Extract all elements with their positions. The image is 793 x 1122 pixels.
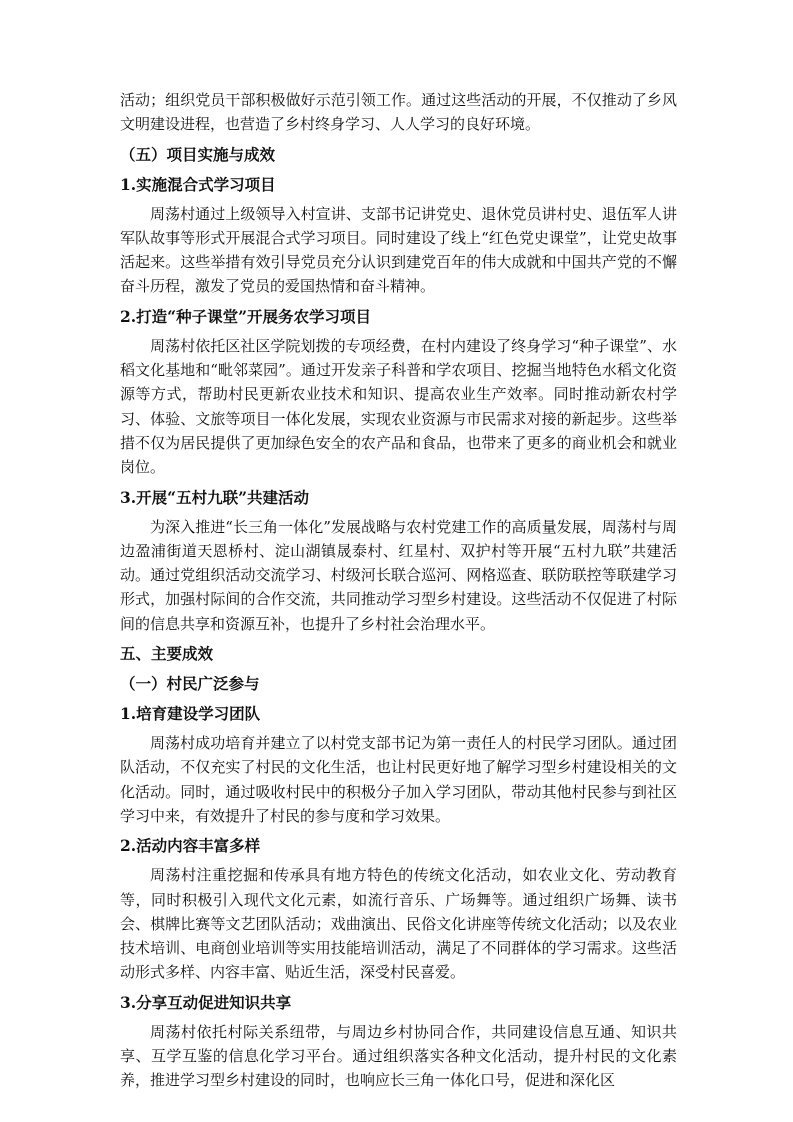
item-2-paragraph: 周荡村注重挖掘和传承具有地方特色的传统文化活动，如农业文化、劳动教育等，同时积极引入现代文化元素，如流行音乐、广场舞等。通过组织广场舞、读书会、棋牌比赛等文艺团队活动；戏曲演出、民俗文化讲座等传统文化活动；以及农业技术培训、电商创业培训等实用技能培训活动，满足了不同群体的学习需求。这些活动形式多样、内容丰富、贴近生活，深受村民喜爱。 bbox=[120, 866, 677, 982]
subsection-5-3-heading: 3.开展“五村九联”共建活动 bbox=[120, 487, 310, 507]
subsection-5-3-paragraph: 为深入推进“长三角一体化”发展战略与农村党建工作的高质量发展，周荡村与周边盈浦街道天恩桥村、淀山湖镇晟泰村、红星村、双护村等开展“五村九联”共建活动。通过党组织活动交流学习、村级河长联合巡河、网格巡查、联防联控等联建学习形式，加强村际间的合作交流，共同推动学习型乡村建设。这些活动不仅促进了村际间的信息共享和资源互补，也提升了乡村社会治理水平。 bbox=[120, 517, 677, 633]
item-1-paragraph: 周荡村成功培育并建立了以村党支部书记为第一责任人的村民学习团队。通过团队活动，不仅充实了村民的文化生活，也让村民更好地了解学习型乡村建设相关的文化活动。同时，通过吸收村民中的积极分子加入学习团队，带动其他村民参与到社区学习中来，有效提升了村民的参与度和学习效果。 bbox=[120, 734, 677, 825]
section-5-heading: （五）项目实施与成效 bbox=[120, 144, 276, 164]
subsection-5-2-paragraph: 周荡村依托区社区学院划拨的专项经费，在村内建设了终身学习“种子课堂”、水稻文化基地和“毗邻菜园”。通过开发亲子科普和学农项目、挖掘当地特色水稻文化资源等方式，帮助村民更新农业技术和知识、提高农业生产效率。同时推动新农村学习、体验、文旅等项目一体化发展，实现农业资源与市民需求对接的新起步。这些举措不仅为居民提供了更加绿色安全的农产品和食品，也带来了更多的商业机会和就业岗位。 bbox=[120, 336, 677, 477]
subsection-5-1-heading: 1.实施混合式学习项目 bbox=[120, 174, 276, 194]
subsection-5-2-heading: 2.打造“种子课堂”开展务农学习项目 bbox=[120, 306, 372, 326]
part-5-1-heading: （一）村民广泛参与 bbox=[120, 674, 260, 694]
part-5-heading: 五、主要成效 bbox=[120, 644, 214, 664]
item-1-heading: 1.培育建设学习团队 bbox=[120, 704, 261, 724]
intro-paragraph: 活动；组织党员干部积极做好示范引领工作。通过这些活动的开展，不仅推动了乡风文明建设进程，也营造了乡村终身学习、人人学习的良好环境。 bbox=[120, 91, 677, 134]
item-3-heading: 3.分享互动促进知识共享 bbox=[120, 992, 292, 1012]
subsection-5-1-paragraph: 周荡村通过上级领导入村宣讲、支部书记讲党史、退休党员讲村史、退伍军人讲军队故事等形式开展混合式学习项目。同时建设了线上“红色党史课堂”，让党史故事活起来。这些举措有效引导党员充分认识到建党百年的伟大成就和中国共产党的不懈奋斗历程，激发了党员的爱国热情和奋斗精神。 bbox=[120, 204, 677, 296]
item-2-heading: 2.活动内容丰富多样 bbox=[120, 836, 261, 856]
item-3-paragraph: 周荡村依托村际关系纽带，与周边乡村协同合作，共同建设信息互通、知识共享、互学互鉴的信息化学习平台。通过组织落实各种文化活动，提升村民的文化素养，推进学习型乡村建设的同时，也响应长三角一体化口号，促进和深化区 bbox=[120, 1022, 677, 1090]
